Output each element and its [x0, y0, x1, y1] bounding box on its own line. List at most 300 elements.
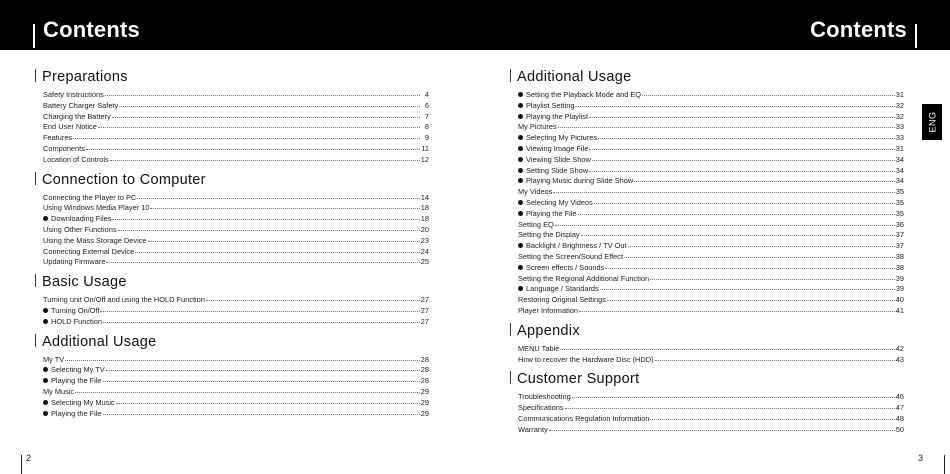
dot-leader: [598, 138, 895, 139]
toc-page-number: 9: [424, 133, 429, 143]
toc-entry: [35, 133, 429, 144]
toc-page-number: 35: [895, 197, 904, 207]
toc-entry-label: [35, 225, 117, 236]
section-heading: [35, 68, 429, 86]
section-heading-text: Additional Usage: [42, 333, 157, 350]
right-page-title: Contents: [810, 17, 907, 42]
toc-entry: [35, 365, 429, 376]
toc-entry-label: [510, 112, 588, 123]
toc-entry: [510, 176, 904, 187]
dot-leader: [560, 349, 894, 350]
bullet-icon: [43, 367, 48, 372]
dot-leader: [607, 300, 895, 301]
toc-entry-text: Playlist Setting: [526, 100, 575, 110]
toc-entry-text: Viewing Slide Show: [526, 154, 591, 164]
toc-entry-text: Backlight / Brightness / TV Out: [526, 241, 627, 251]
toc-entry: [510, 355, 904, 366]
toc-entry: [35, 101, 429, 112]
toc-section: [510, 370, 904, 435]
bullet-icon: [518, 157, 523, 162]
section-heading: [510, 370, 904, 388]
toc-entry: [35, 247, 429, 258]
toc-entry-text: Setting the Screen/Sound Effect: [518, 251, 624, 261]
dot-leader: [105, 95, 420, 96]
toc-entry: [510, 187, 904, 198]
toc-entry: [35, 355, 429, 366]
toc-entry-label: [510, 144, 588, 155]
toc-page-number: 34: [895, 165, 904, 175]
bullet-icon: [43, 411, 48, 416]
toc-entry: [510, 306, 904, 317]
toc-entry-text: Playing the Playlist: [526, 111, 589, 121]
toc-entry: [35, 317, 429, 328]
toc-entry: [35, 387, 429, 398]
toc-entry-text: Player Information: [518, 305, 578, 315]
toc-page-number: 27: [420, 305, 429, 315]
toc-page-number: 27: [420, 316, 429, 326]
toc-page-number: 4: [424, 90, 429, 99]
left-page-contents: [35, 68, 429, 424]
toc-page-number: 43: [895, 354, 904, 364]
toc-page-number: 12: [420, 154, 429, 164]
toc-entry-text: Turning On/Off: [51, 305, 100, 315]
dot-leader: [650, 419, 894, 420]
toc-entry: [510, 166, 904, 177]
toc-entry-text: Selecting My TV: [51, 365, 105, 375]
bullet-icon: [518, 146, 523, 151]
dot-leader: [553, 192, 894, 193]
dot-leader: [206, 300, 420, 301]
toc-section: [35, 273, 429, 327]
toc-page-number: 7: [424, 111, 429, 121]
toc-entry-label: [35, 203, 149, 214]
toc-entry-label: [510, 230, 580, 241]
dot-leader: [110, 160, 420, 161]
toc-entry-text: Playing the File: [51, 376, 102, 386]
dot-leader: [135, 252, 420, 253]
dot-leader: [589, 171, 895, 172]
toc-page-number: 39: [895, 284, 904, 294]
toc-entry-label: [510, 284, 599, 295]
bullet-icon: [43, 319, 48, 324]
toc-entry-text: Communications Regulation Information: [518, 413, 650, 423]
bullet-icon: [518, 200, 523, 205]
toc-entry-label: [35, 376, 102, 387]
toc-entry: [510, 112, 904, 123]
toc-entry-label: [510, 176, 633, 187]
dot-leader: [628, 246, 895, 247]
toc-entry-label: [510, 403, 564, 414]
dot-leader: [589, 149, 894, 150]
right-page-number: 3: [918, 453, 924, 463]
toc-entry-text: Playing Music during Slide Show: [526, 176, 634, 186]
toc-page-number: 11: [421, 143, 429, 153]
toc-entry-text: Setting the Display: [518, 230, 580, 240]
header-divider-left: [33, 24, 35, 48]
toc-page-number: 47: [895, 403, 904, 413]
toc-entry: [510, 403, 904, 414]
toc-page-number: 38: [895, 262, 904, 272]
section-heading: [35, 333, 429, 351]
toc-section: [510, 68, 904, 317]
dot-leader: [148, 241, 420, 242]
dot-leader: [594, 203, 895, 204]
toc-page-number: 25: [420, 257, 429, 267]
header-banner: [0, 0, 950, 50]
toc-entry-label: [35, 214, 111, 225]
toc-entry-text: Playing the File: [51, 408, 102, 418]
dot-leader: [65, 360, 420, 361]
toc-entry: [35, 90, 429, 101]
toc-entry: [35, 112, 429, 123]
toc-page-number: 28: [420, 354, 429, 364]
toc-entry-label: [35, 155, 109, 166]
toc-entry: [510, 101, 904, 112]
heading-bar: [510, 371, 511, 384]
toc-entry: [510, 122, 904, 133]
toc-entry-label: [35, 257, 105, 268]
bullet-icon: [43, 308, 48, 313]
toc-entry-label: [35, 306, 99, 317]
dot-leader: [106, 370, 420, 371]
toc-section: [510, 322, 904, 366]
toc-entry-label: [510, 133, 597, 144]
heading-bar: [35, 172, 36, 185]
toc-page-number: 6: [424, 100, 429, 110]
bullet-icon: [43, 400, 48, 405]
bullet-icon: [518, 92, 523, 97]
toc-page-number: 27: [420, 295, 429, 305]
dot-leader: [572, 397, 895, 398]
toc-entry: [35, 193, 429, 204]
toc-entry-text: My Pictures: [518, 122, 557, 132]
toc-entry: [35, 122, 429, 133]
crop-mark-left: [21, 455, 22, 474]
toc-entry-label: [35, 90, 104, 101]
dot-leader: [558, 127, 895, 128]
toc-entry-label: [35, 101, 118, 112]
toc-entry: [35, 409, 429, 420]
toc-entry-label: [35, 122, 97, 133]
toc-entry-text: Warranty: [518, 424, 548, 434]
toc-entry-text: Specifications: [518, 403, 564, 413]
dot-leader: [581, 235, 895, 236]
section-heading: [35, 171, 429, 189]
toc-entry: [510, 425, 904, 436]
toc-entry: [510, 344, 904, 355]
heading-bar: [510, 69, 511, 82]
dot-leader: [600, 289, 895, 290]
toc-page-number: 38: [895, 251, 904, 261]
toc-entry-text: Features: [43, 133, 73, 143]
toc-entry: [35, 155, 429, 166]
toc-entry-label: [510, 274, 649, 285]
toc-page-number: 36: [895, 219, 904, 229]
toc-entry-text: Components: [43, 143, 85, 153]
toc-entry-text: Language / Standards: [526, 284, 599, 294]
toc-entry-text: Playing the File: [526, 208, 577, 218]
bullet-icon: [518, 103, 523, 108]
bullet-icon: [518, 286, 523, 291]
toc-entry-label: [35, 409, 102, 420]
toc-page-number: 29: [420, 397, 429, 407]
toc-page-number: 35: [895, 187, 904, 197]
toc-entry-label: [510, 252, 623, 263]
toc-entry-text: Downloading Files: [51, 214, 112, 224]
toc-entry-text: Setting the Playback Mode and EQ: [526, 90, 642, 99]
toc-page-number: 28: [420, 376, 429, 386]
toc-entry-label: [510, 166, 588, 177]
toc-entry-label: [35, 365, 105, 376]
toc-page-number: 31: [895, 90, 904, 99]
toc-entry: [510, 295, 904, 306]
toc-page-number: 34: [895, 176, 904, 186]
toc-entry-label: [35, 295, 205, 306]
dot-leader: [73, 138, 420, 139]
toc-entry-text: My Music: [43, 386, 75, 396]
toc-entry-text: Battery Charger Safety: [43, 100, 119, 110]
toc-entry: [35, 214, 429, 225]
dot-leader: [592, 160, 895, 161]
language-tab: [922, 104, 942, 140]
dot-leader: [103, 381, 420, 382]
toc-page-number: 24: [420, 246, 429, 256]
dot-leader: [579, 311, 895, 312]
heading-bar: [510, 323, 511, 336]
toc-entry: [510, 90, 904, 101]
toc-entry: [510, 414, 904, 425]
toc-entry-text: Setting EQ: [518, 219, 554, 229]
toc-entry-label: [510, 101, 574, 112]
toc-page-number: 35: [895, 208, 904, 218]
toc-page-number: 18: [420, 203, 429, 213]
right-page-contents: [510, 68, 904, 441]
toc-page-number: 32: [895, 111, 904, 121]
toc-entry: [35, 144, 429, 155]
dot-leader: [150, 208, 419, 209]
toc-entry: [510, 155, 904, 166]
bullet-icon: [518, 114, 523, 119]
toc-entry-label: [510, 355, 654, 366]
toc-page-number: 37: [895, 230, 904, 240]
section-heading-text: Connection to Computer: [42, 171, 206, 188]
toc-page-number: 39: [895, 273, 904, 283]
toc-entry: [35, 376, 429, 387]
toc-page-number: 32: [895, 100, 904, 110]
toc-entry-text: Selecting My Music: [51, 397, 115, 407]
toc-entry-label: [35, 355, 64, 366]
toc-page-number: 14: [420, 192, 429, 202]
dot-leader: [578, 214, 895, 215]
bullet-icon: [43, 216, 48, 221]
toc-page-number: 23: [420, 235, 429, 245]
toc-entry: [510, 241, 904, 252]
toc-entry-text: Using the Mass Storage Device: [43, 235, 147, 245]
toc-entry-label: [510, 122, 557, 133]
dot-leader: [642, 95, 895, 96]
toc-page-number: 28: [420, 365, 429, 375]
toc-entry: [510, 144, 904, 155]
dot-leader: [634, 181, 895, 182]
toc-entry-text: Setting the Regional Additional Function: [518, 273, 650, 283]
dot-leader: [116, 403, 420, 404]
toc-entry: [510, 392, 904, 403]
toc-page-number: 31: [895, 143, 904, 153]
toc-page-number: 20: [420, 224, 429, 234]
dot-leader: [112, 219, 419, 220]
dot-leader: [103, 414, 420, 415]
toc-page-number: 29: [420, 408, 429, 418]
toc-entry-text: MENU Table: [518, 343, 560, 353]
heading-bar: [35, 274, 36, 287]
toc-entry-label: [35, 144, 85, 155]
dot-leader: [565, 408, 895, 409]
toc-section: [35, 171, 429, 269]
toc-entry-label: [35, 112, 111, 123]
dot-leader: [100, 311, 419, 312]
toc-entry-text: Restoring Original Settings: [518, 295, 606, 305]
toc-entry: [35, 306, 429, 317]
toc-entry-text: Selecting My Pictures: [526, 133, 598, 143]
toc-entry-text: Location of Controls: [43, 154, 109, 164]
toc-entry-label: [510, 425, 548, 436]
dot-leader: [103, 322, 420, 323]
section-heading: [35, 273, 429, 291]
toc-entry-text: Using Other Functions: [43, 224, 117, 234]
heading-bar: [35, 334, 36, 347]
toc-entry-label: [35, 133, 72, 144]
section-heading-text: Basic Usage: [42, 274, 127, 291]
toc-entry: [510, 252, 904, 263]
bullet-icon: [518, 265, 523, 270]
toc-entry-label: [510, 90, 641, 101]
toc-entry: [510, 133, 904, 144]
toc-entry-label: [510, 155, 591, 166]
toc-section: [35, 68, 429, 166]
toc-page-number: 18: [420, 214, 429, 224]
toc-entry-label: [35, 387, 74, 398]
toc-entry: [510, 230, 904, 241]
dot-leader: [655, 360, 895, 361]
bullet-icon: [43, 378, 48, 383]
section-heading-text: Additional Usage: [517, 69, 632, 85]
toc-entry-label: [35, 317, 102, 328]
dot-leader: [86, 149, 420, 150]
toc-entry-text: How to recover the Hardware Disc (HDD): [518, 354, 654, 364]
toc-page-number: 29: [420, 386, 429, 396]
section-heading-text: Appendix: [517, 322, 580, 339]
toc-entry-label: [35, 236, 147, 247]
toc-entry-label: [510, 209, 577, 220]
toc-page-number: 46: [895, 392, 904, 402]
section-heading: [510, 322, 904, 340]
toc-entry-label: [510, 241, 627, 252]
toc-page-number: 37: [895, 241, 904, 251]
toc-entry: [510, 209, 904, 220]
toc-entry-text: Connecting External Device: [43, 246, 135, 256]
toc-entry: [510, 284, 904, 295]
toc-entry-text: Viewing Image File: [526, 143, 589, 153]
dot-leader: [137, 198, 420, 199]
toc-entry-label: [510, 306, 578, 317]
toc-entry: [35, 203, 429, 214]
toc-entry-text: Troubleshooting: [518, 392, 571, 402]
toc-entry-text: Charging the Battery: [43, 111, 111, 121]
toc-page-number: 48: [895, 413, 904, 423]
toc-entry: [35, 295, 429, 306]
dot-leader: [75, 392, 420, 393]
toc-entry-label: [510, 220, 554, 231]
toc-entry: [510, 263, 904, 274]
bullet-icon: [518, 168, 523, 173]
toc-entry-label: [510, 344, 559, 355]
toc-entry: [35, 257, 429, 268]
dot-leader: [589, 117, 895, 118]
toc-entry-label: [510, 187, 552, 198]
toc-page-number: 33: [895, 122, 904, 132]
toc-entry-text: My TV: [43, 354, 65, 364]
toc-page-number: 34: [895, 154, 904, 164]
toc-entry: [35, 225, 429, 236]
toc-entry-text: Turning unit On/Off and using the HOLD Function: [43, 295, 205, 305]
dot-leader: [98, 127, 420, 128]
crop-mark-right: [944, 455, 945, 474]
toc-entry-label: [35, 193, 136, 204]
dot-leader: [555, 225, 895, 226]
toc-entry: [510, 220, 904, 231]
dot-leader: [112, 117, 420, 118]
language-tab-label: ENG: [927, 111, 938, 133]
toc-entry-label: [510, 198, 593, 209]
toc-entry-label: [510, 263, 604, 274]
toc-entry: [510, 198, 904, 209]
toc-entry-label: [35, 398, 115, 409]
toc-entry: [35, 236, 429, 247]
toc-entry-text: Using Windows Media Player 10: [43, 203, 150, 213]
section-heading-text: Preparations: [42, 69, 128, 85]
toc-entry-text: HOLD Function: [51, 316, 102, 326]
toc-page-number: 42: [895, 343, 904, 353]
toc-entry-text: Selecting My Videos: [526, 197, 593, 207]
bullet-icon: [518, 135, 523, 140]
dot-leader: [106, 262, 419, 263]
toc-page-number: 33: [895, 133, 904, 143]
toc-entry-text: Screen effects / Sounds: [526, 262, 605, 272]
bullet-icon: [518, 211, 523, 216]
toc-section: [35, 333, 429, 420]
toc-entry-label: [510, 414, 649, 425]
toc-entry-label: [35, 247, 134, 258]
dot-leader: [549, 430, 895, 431]
toc-page-number: 50: [895, 424, 904, 434]
left-page-number: 2: [26, 453, 32, 463]
dot-leader: [118, 230, 420, 231]
left-page-title: Contents: [43, 17, 140, 42]
section-heading-text: Customer Support: [517, 371, 640, 388]
toc-page-number: 41: [895, 305, 904, 315]
toc-entry: [510, 274, 904, 285]
bullet-icon: [518, 178, 523, 183]
toc-entry-text: My Videos: [518, 187, 553, 197]
toc-entry-text: Connecting the Player to PC: [43, 192, 137, 202]
toc-page-number: 40: [895, 295, 904, 305]
toc-entry-text: Safety Instructions: [43, 90, 104, 99]
toc-entry-text: Setting Slide Show: [526, 165, 589, 175]
header-divider-right: [915, 24, 917, 48]
toc-entry: [35, 398, 429, 409]
toc-entry-label: [510, 295, 606, 306]
heading-bar: [35, 69, 36, 82]
